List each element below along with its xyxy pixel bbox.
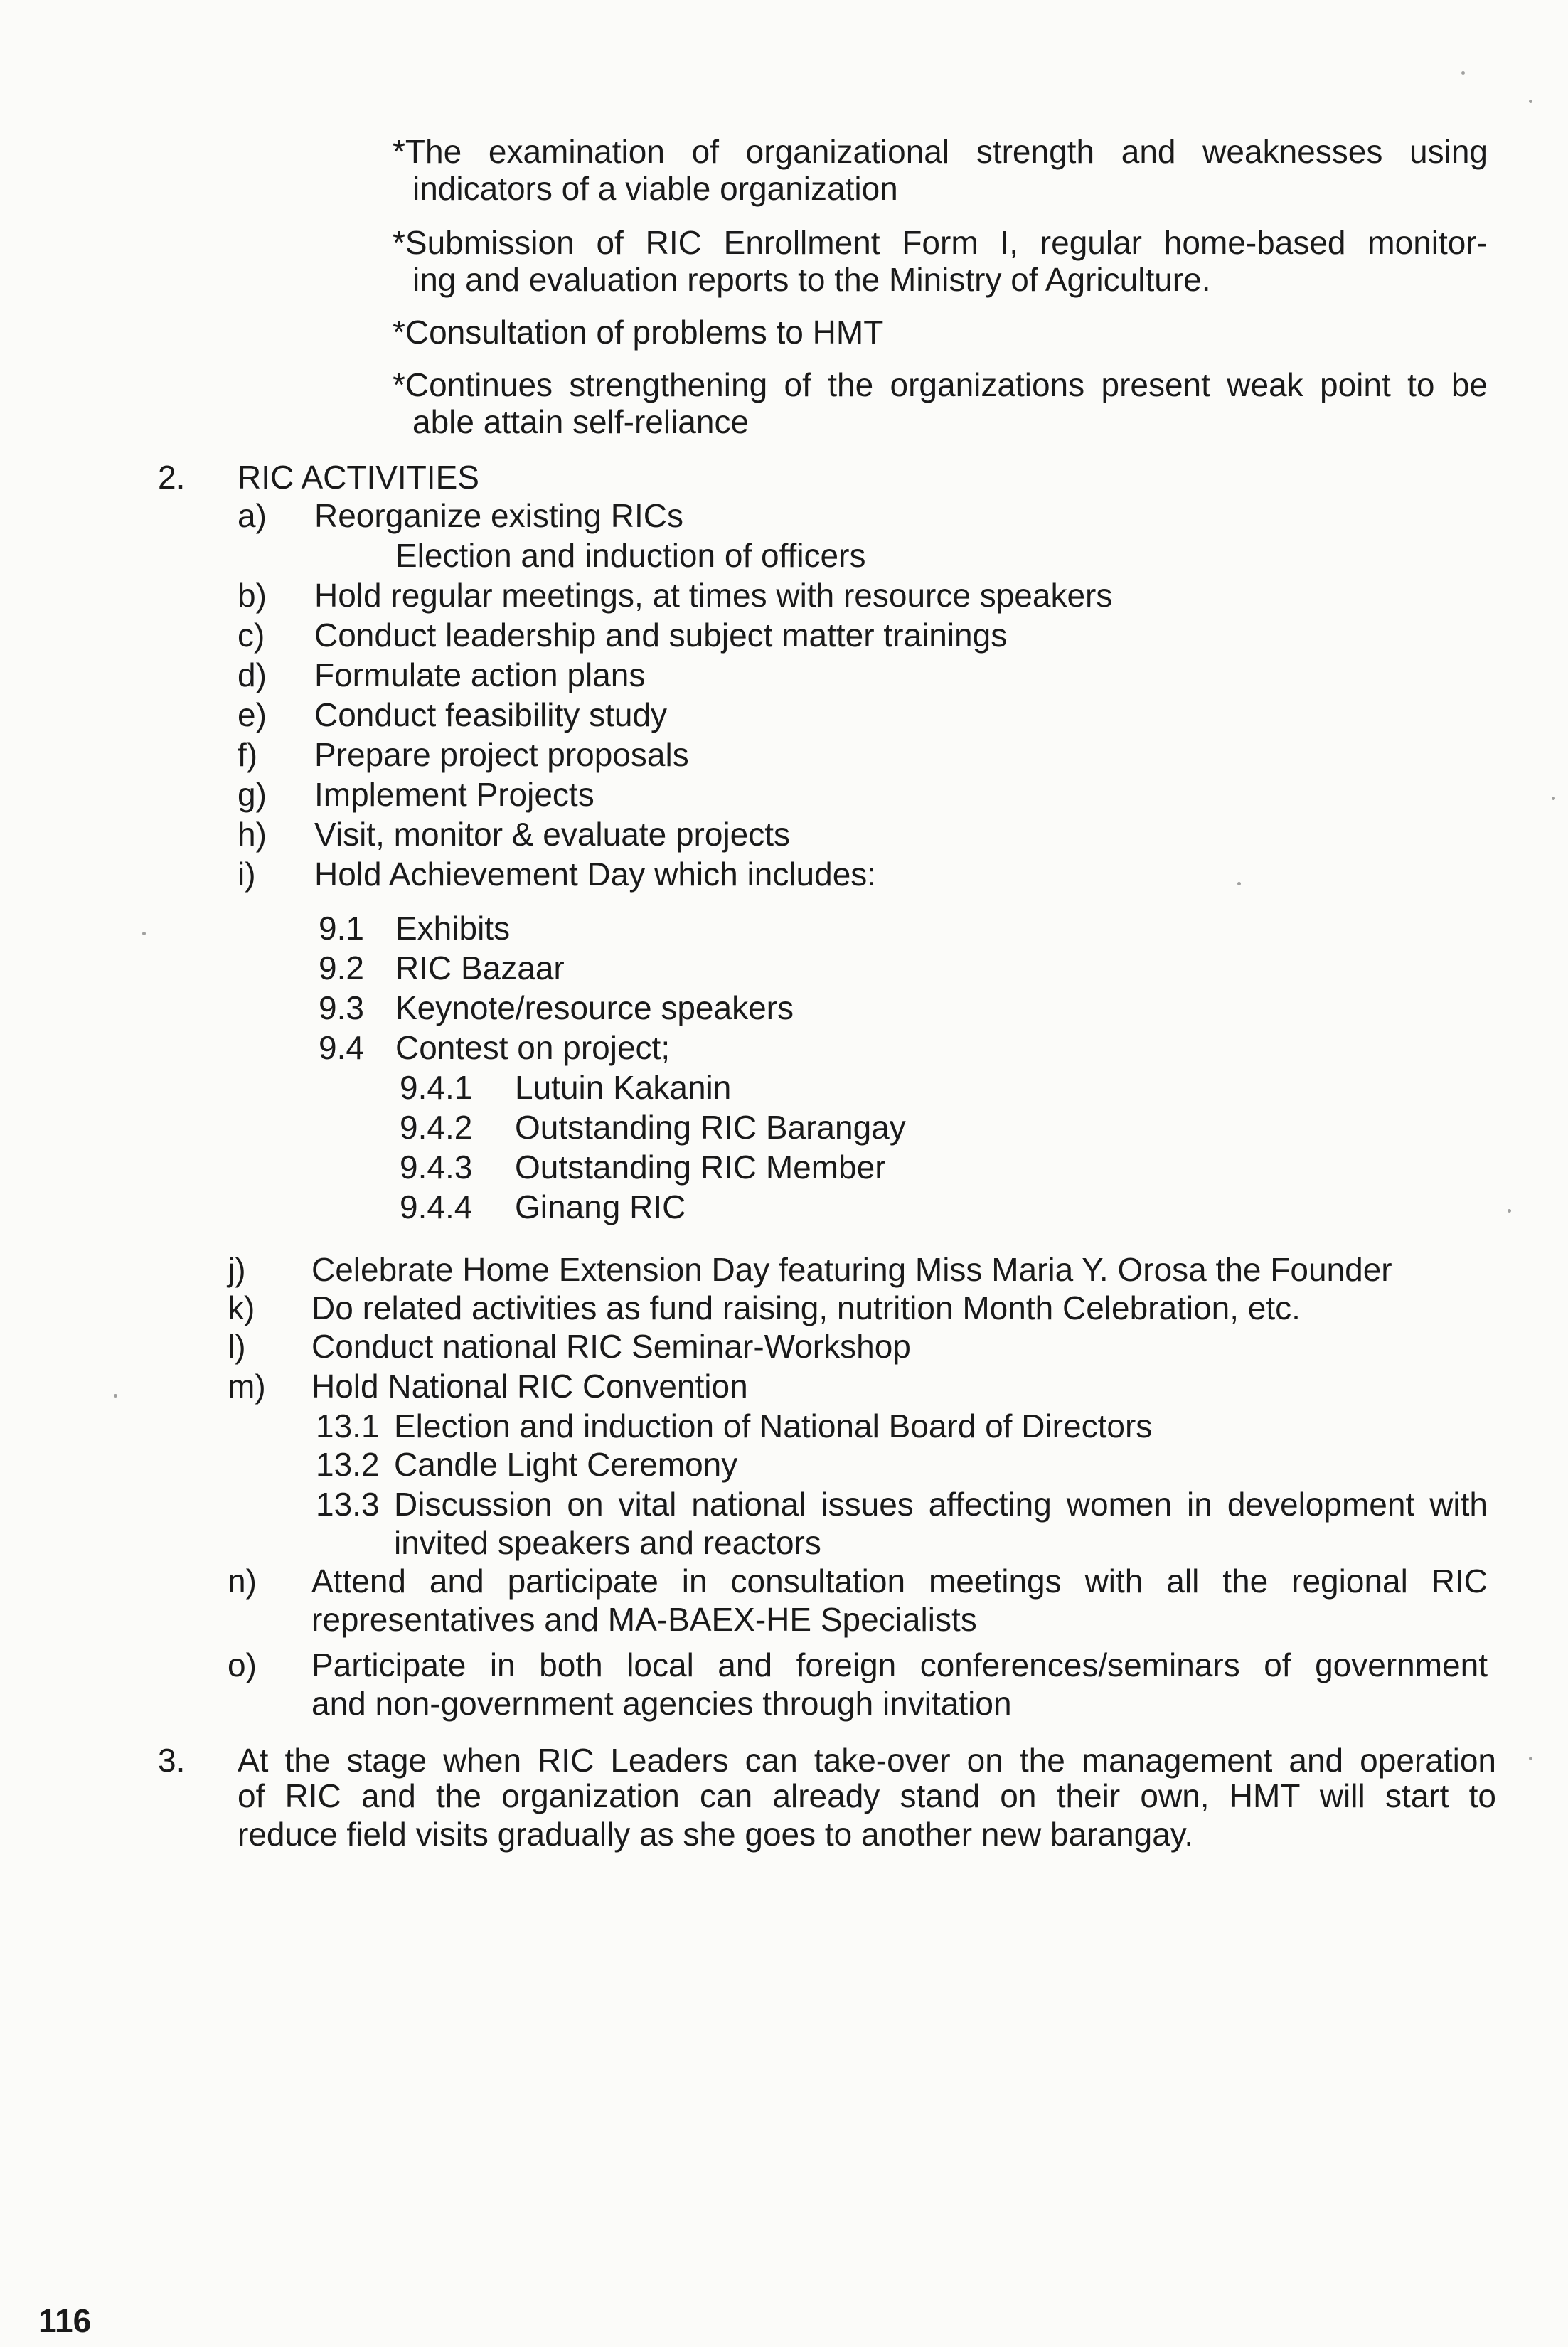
activity-n-line-1: Attend and participate in consultation meetings with all the regional RIC [311, 1563, 1488, 1600]
activity-o-line-2: and non-government agencies through invitation [311, 1685, 1012, 1722]
page-number: 116 [38, 2302, 92, 2339]
convention-number: 13.2 [316, 1446, 380, 1483]
activity-o-line-1: Participate in both local and foreign conferences/seminars of government [311, 1646, 1488, 1683]
contest-number: 9.4.3 [400, 1149, 473, 1186]
activity-label: c) [238, 617, 265, 654]
activity-label: h) [238, 816, 267, 853]
subitem-text: Keynote/resource speakers [395, 989, 794, 1026]
activity-subtext: Election and induction of officers [395, 537, 866, 574]
convention-text: Candle Light Ceremony [394, 1446, 738, 1483]
convention-text-continued: invited speakers and reactors [394, 1524, 821, 1561]
contest-text: Outstanding RIC Member [515, 1149, 886, 1186]
activity-label: b) [238, 577, 267, 614]
section-3-line-2: of RIC and the organization can already stand on their own, HMT will start to [238, 1777, 1496, 1814]
scan-speck [1508, 1209, 1511, 1213]
activity-text: Hold National RIC Convention [311, 1368, 748, 1405]
activity-label: o) [228, 1646, 257, 1683]
subitem-text: Contest on project; [395, 1029, 671, 1066]
activity-label: a) [238, 497, 267, 534]
activity-text: Implement Projects [314, 776, 594, 813]
activity-label: e) [238, 696, 267, 733]
scan-speck [114, 1394, 117, 1398]
subitem-text: RIC Bazaar [395, 949, 565, 986]
contest-number: 9.4.1 [400, 1069, 473, 1106]
convention-text: Discussion on vital national issues affecting women in development with [394, 1486, 1488, 1523]
activity-label: g) [238, 776, 267, 813]
activity-text: Conduct feasibility study [314, 696, 668, 733]
bullet-submission-line-1: *Submission of RIC Enrollment Form I, regular home-based monitor- [393, 224, 1488, 261]
bullet-examination-line-1: *The examination of organizational strength and weaknesses using [393, 133, 1488, 170]
section-3-line-1: At the stage when RIC Leaders can take-over on the management and operation [238, 1742, 1496, 1779]
subitem-number: 9.4 [319, 1029, 364, 1066]
activity-n-line-2: representatives and MA-BAEX-HE Specialists [311, 1601, 977, 1638]
section-2-number: 2. [158, 459, 186, 496]
activity-text: Hold regular meetings, at times with resource speakers [314, 577, 1113, 614]
contest-text: Lutuin Kakanin [515, 1069, 732, 1106]
section-3-number: 3. [158, 1742, 186, 1779]
subitem-number: 9.2 [319, 949, 364, 986]
activity-text: Celebrate Home Extension Day featuring Miss Maria Y. Orosa the Founder [311, 1251, 1392, 1288]
convention-number: 13.3 [316, 1486, 380, 1523]
activity-label: i) [238, 856, 256, 893]
convention-text: Election and induction of National Board of Directors [394, 1407, 1153, 1444]
activity-text: Formulate action plans [314, 656, 646, 693]
scan-speck [1461, 71, 1465, 75]
scan-speck [1529, 100, 1532, 103]
bullet-strengthening-line-1: *Continues strengthening of the organizations present weak point to be [393, 366, 1488, 403]
scan-speck [1237, 882, 1241, 885]
scan-speck [1529, 1757, 1532, 1760]
activity-label: f) [238, 736, 258, 773]
activity-label: l) [228, 1328, 246, 1365]
activity-label: k) [228, 1289, 255, 1326]
activity-text: Conduct leadership and subject matter trainings [314, 617, 1008, 654]
contest-text: Outstanding RIC Barangay [515, 1109, 906, 1146]
contest-text: Ginang RIC [515, 1188, 686, 1225]
section-2-heading: RIC ACTIVITIES [238, 459, 479, 496]
activity-label: n) [228, 1563, 257, 1600]
bullet-consultation: *Consultation of problems to HMT [393, 314, 884, 351]
bullet-examination-line-2: indicators of a viable organization [412, 170, 898, 207]
bullet-submission-line-2: ing and evaluation reports to the Ministry of Agriculture. [412, 261, 1211, 298]
activity-label: m) [228, 1368, 266, 1405]
activity-label: d) [238, 656, 267, 693]
subitem-number: 9.3 [319, 989, 364, 1026]
activity-text: Hold Achievement Day which includes: [314, 856, 877, 893]
activity-text: Prepare project proposals [314, 736, 689, 773]
scan-speck [1552, 797, 1555, 800]
activity-label: j) [228, 1251, 246, 1288]
activity-text: Reorganize existing RICs [314, 497, 684, 534]
subitem-text: Exhibits [395, 910, 511, 947]
bullet-strengthening-line-2: able attain self-reliance [412, 403, 750, 440]
contest-number: 9.4.2 [400, 1109, 473, 1146]
subitem-number: 9.1 [319, 910, 364, 947]
scan-speck [142, 932, 146, 935]
activity-text: Do related activities as fund raising, nutrition Month Celebration, etc. [311, 1289, 1301, 1326]
convention-number: 13.1 [316, 1407, 380, 1444]
section-3-line-3: reduce field visits gradually as she goes to another new barangay. [238, 1816, 1194, 1853]
activity-text: Conduct national RIC Seminar-Workshop [311, 1328, 911, 1365]
contest-number: 9.4.4 [400, 1188, 473, 1225]
activity-text: Visit, monitor & evaluate projects [314, 816, 791, 853]
